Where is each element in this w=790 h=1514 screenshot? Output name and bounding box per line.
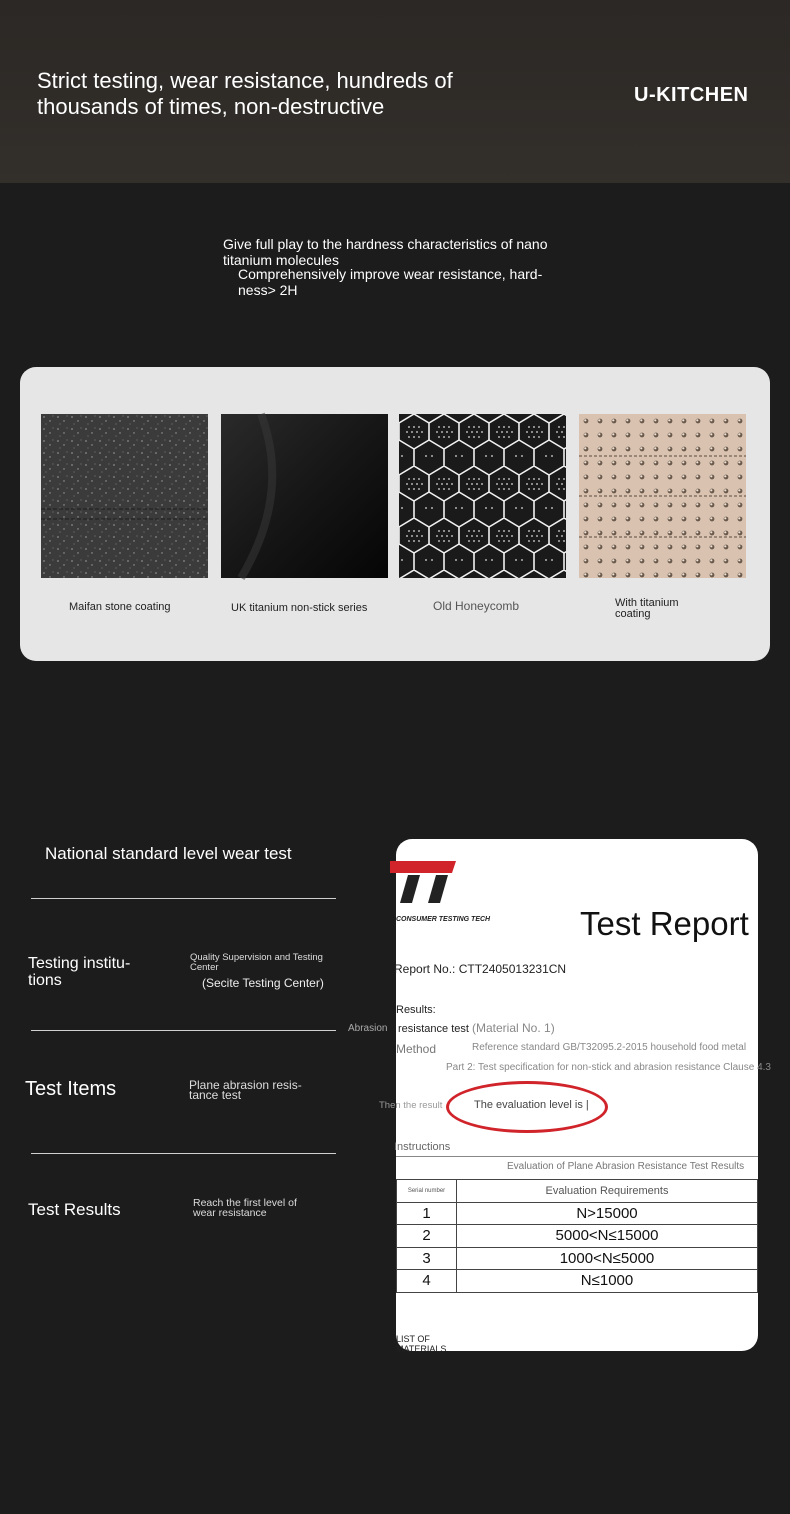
table-cell-requirement: N>15000 — [457, 1202, 758, 1225]
table-cell-requirement: N≤1000 — [457, 1270, 758, 1293]
header-banner — [0, 0, 790, 183]
table-row — [397, 1247, 758, 1270]
row-label-institutions: Testing institu-tions — [28, 955, 131, 989]
material-number: (Material No. 1) — [472, 1021, 555, 1035]
abrasion-label: resistance test — [398, 1023, 469, 1035]
table-row — [397, 1270, 758, 1293]
report-title: Test Report — [580, 905, 749, 942]
intro-line-2: Comprehensively improve wear resistance, hard-ness> 2H — [238, 266, 543, 298]
table-cell-level: 3 — [397, 1247, 457, 1270]
wear-test-title: National standard level wear test — [45, 844, 292, 863]
coating-label-uk-titanium: UK titanium non-stick series — [231, 602, 368, 614]
ctt-logo — [390, 859, 460, 903]
method-text-2: Part 2: Test specification for non-stick and abrasion resistance Clause 4.3 — [446, 1062, 771, 1073]
divider — [31, 1153, 336, 1154]
row-label-test-results: Test Results — [28, 1200, 121, 1219]
evaluation-caption: Evaluation of Plane Abrasion Resistance Test Results — [507, 1161, 745, 1172]
coating-label-titanium: With titanium coating — [615, 597, 679, 620]
ctt-logo-subtitle: CONSUMER TESTING TECH — [396, 916, 491, 923]
report-divider — [396, 1156, 758, 1157]
row-value-institutions-1: Quality Supervision and Testing Center — [190, 952, 323, 973]
beige-dotted-swatch — [579, 414, 746, 578]
test-report-card — [348, 839, 771, 1354]
evaluation-table — [396, 1179, 758, 1293]
method-text: Reference standard GB/T32095.2-2015 household food metal — [472, 1042, 747, 1053]
instructions-label: Instructions — [394, 1141, 451, 1153]
brand-logo: U-KITCHEN — [634, 84, 749, 106]
row-label-test-items: Test Items — [25, 1078, 117, 1100]
results-label: Results: — [396, 1004, 436, 1016]
table-header-serial: Serial number — [397, 1180, 457, 1203]
row-value-institutions-2: (Secite Testing Center) — [202, 976, 324, 990]
table-header-row — [397, 1180, 758, 1203]
table-cell-level: 4 — [397, 1270, 457, 1293]
method-label: Method — [396, 1042, 437, 1056]
coating-label-honeycomb: Old Honeycomb — [433, 599, 520, 613]
table-row — [397, 1225, 758, 1248]
table-cell-level: 2 — [397, 1225, 457, 1248]
row-value-test-items: Plane abrasion resis-tance test — [189, 1078, 302, 1102]
table-row — [397, 1202, 758, 1225]
evaluation-highlight-circle — [446, 1081, 608, 1133]
black-titanium-swatch — [221, 414, 388, 578]
evaluation-text: The evaluation level is | — [474, 1099, 589, 1111]
list-of-materials: LIST OF MATERIALS — [396, 1334, 447, 1354]
then-result-label: Then the result — [379, 1100, 443, 1111]
abrasion-prefix: Abrasion — [348, 1023, 388, 1034]
report-number: Report No.: CTT2405013231CN — [394, 962, 567, 976]
row-value-test-results: Reach the first level of wear resistance — [193, 1197, 297, 1219]
maifan-stone-swatch — [41, 414, 208, 578]
coating-label-maifan: Maifan stone coating — [69, 601, 171, 613]
table-header-requirements: Evaluation Requirements — [457, 1180, 758, 1203]
coating-comparison-panel — [20, 367, 770, 661]
divider — [31, 1030, 336, 1031]
header-title: Strict testing, wear resistance, hundreds of thousands of times, non-destructive — [37, 68, 453, 119]
honeycomb-swatch — [399, 414, 566, 578]
intro-line-1: Give full play to the hardness characteristics of nano titanium molecules — [223, 236, 548, 268]
table-cell-requirement: 5000<N≤15000 — [457, 1225, 758, 1248]
divider — [31, 898, 336, 899]
table-cell-requirement: 1000<N≤5000 — [457, 1247, 758, 1270]
table-cell-level: 1 — [397, 1202, 457, 1225]
